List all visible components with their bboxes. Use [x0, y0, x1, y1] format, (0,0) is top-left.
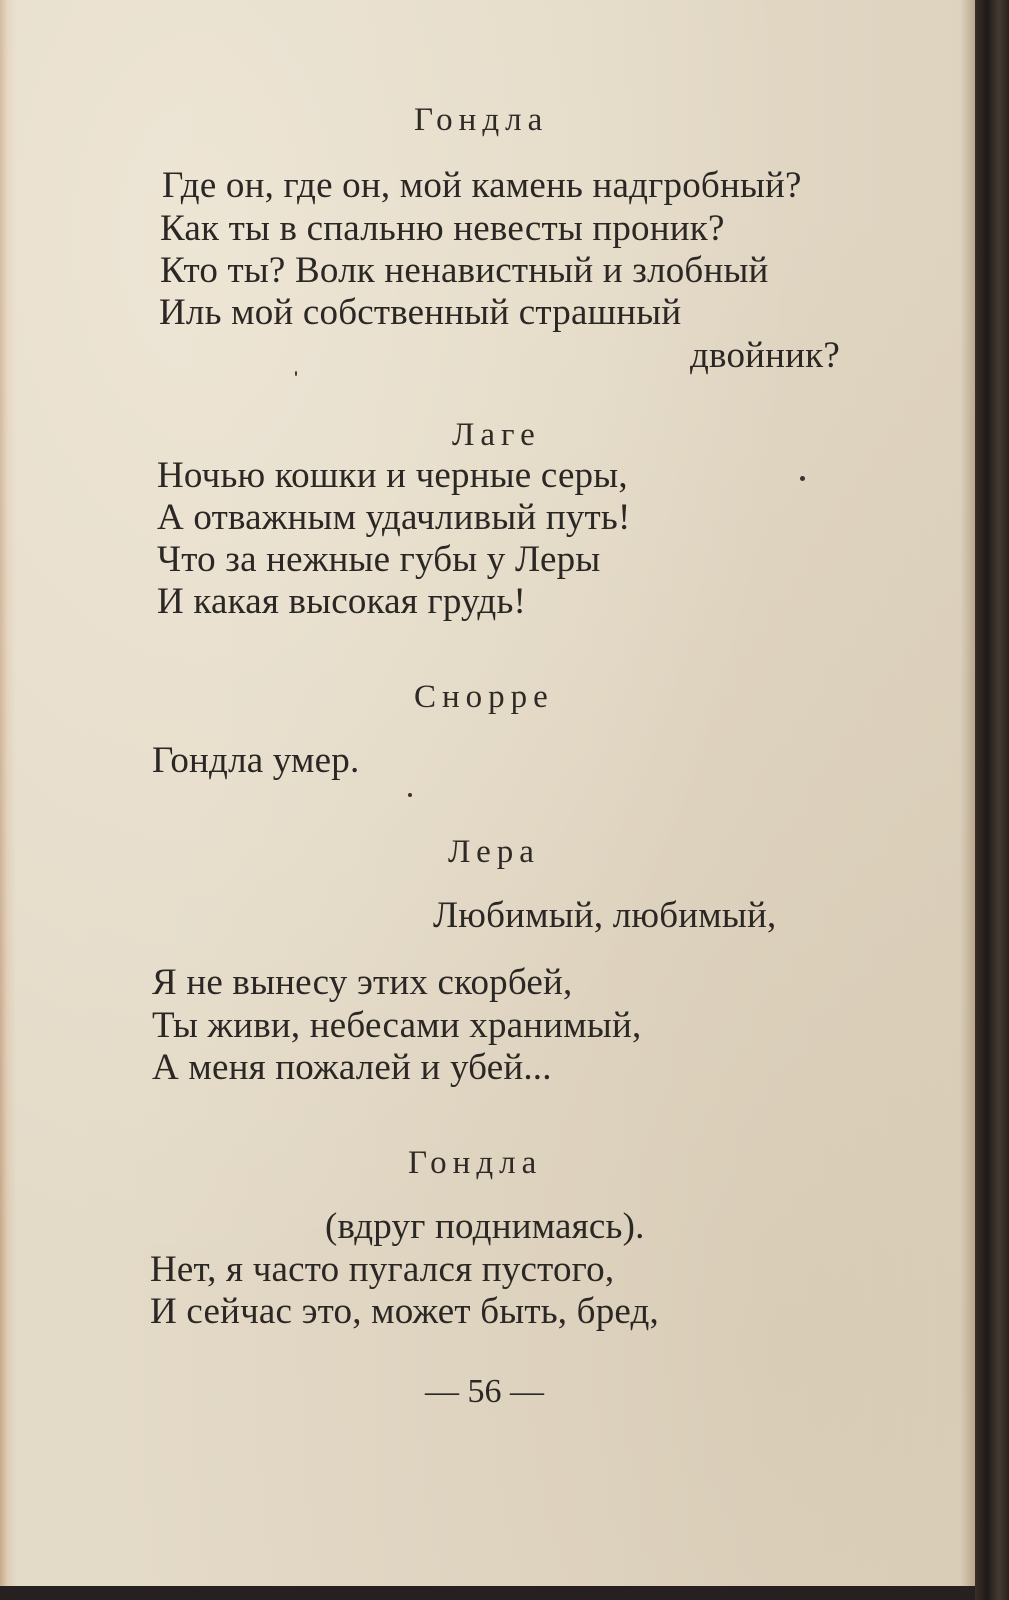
speaker-name: Гондла [408, 1145, 543, 1181]
verse-line: Нет, я часто пугался пустого, [150, 1249, 615, 1290]
verse-line: И сейчас это, может быть, бред, [150, 1291, 660, 1332]
verse-line: А меня пожалей и убей... [152, 1047, 552, 1088]
speaker-name: Лера [448, 834, 540, 870]
paper-speck [800, 476, 805, 481]
verse-line: Кто ты? Волк ненавистный и злобный [160, 250, 769, 291]
verse-line: Что за нежные губы у Леры [157, 539, 601, 580]
verse-line: Я не вынесу этих скорбей, [152, 962, 573, 1003]
paper-speck [408, 793, 412, 797]
verse-line: А отважным удачливый путь! [157, 497, 631, 538]
speaker-name: Лаге [452, 417, 541, 453]
book-bottom-edge [0, 1586, 975, 1600]
verse-line: И какая высокая грудь! [157, 581, 527, 622]
verse-line: Как ты в спальню невесты проник? [160, 208, 725, 249]
speaker-name: Гондла [414, 102, 549, 138]
verse-line: Иль мой собственный страшный [159, 292, 682, 333]
verse-line: Гондла умер. [152, 740, 360, 781]
stage-direction: (вдруг поднимаясь). [325, 1206, 645, 1247]
verse-line-indented: Любимый, любимый, [433, 895, 777, 936]
verse-line: Ночью кошки и черные серы, [157, 455, 628, 496]
paper-speck [295, 371, 297, 376]
page-gutter-shadow [960, 0, 976, 1586]
verse-line: Где он, где он, мой камень надгробный? [162, 165, 802, 206]
book-spine [975, 0, 1009, 1600]
verse-line-continuation: двойник? [690, 335, 840, 376]
verse-line: Ты живи, небесами хранимый, [152, 1005, 642, 1046]
page-number: — 56 — [425, 1373, 544, 1410]
speaker-name: Снорре [414, 679, 554, 715]
